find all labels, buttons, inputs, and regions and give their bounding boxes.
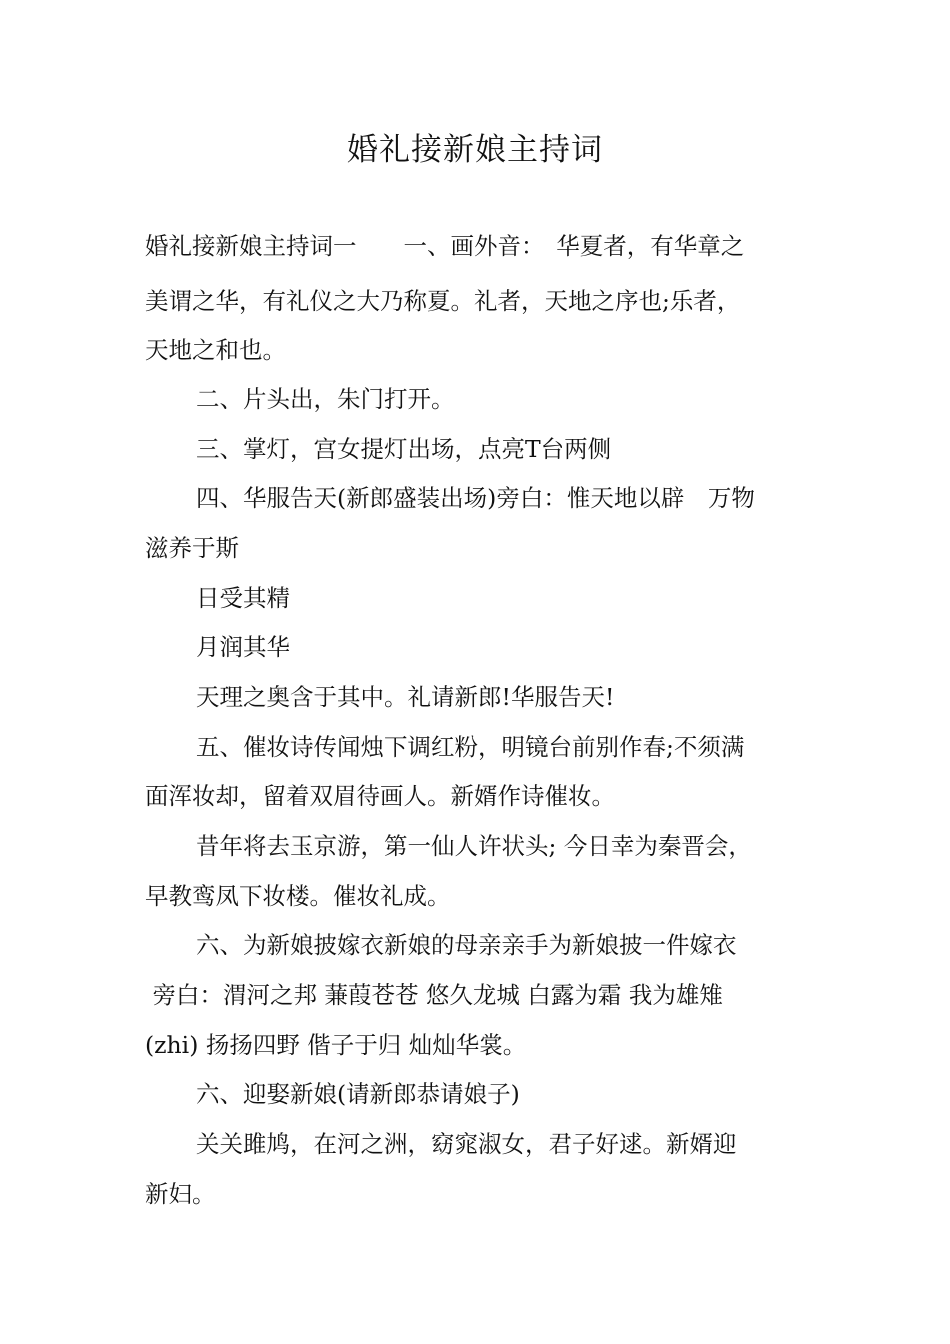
paragraph-line: 二、片头出，朱门打开。 xyxy=(196,385,455,413)
paragraph-line: 六、为新娘披嫁衣新娘的母亲亲手为新娘披一件嫁衣 xyxy=(196,931,737,959)
paragraph-line: 五、催妆诗传闻烛下调红粉，明镜台前别作春;不须满 xyxy=(196,733,745,761)
paragraph-line: 滋养于斯 xyxy=(145,534,239,562)
paragraph-line: 美谓之华，有礼仪之大乃称夏。礼者，天地之序也;乐者， xyxy=(145,287,741,315)
paragraph-line: 日受其精 xyxy=(196,584,290,612)
document-title: 婚礼接新娘主持词 xyxy=(347,132,603,168)
paragraph-line: 四、华服告天(新郎盛装出场)旁白：惟天地以辟 万物 xyxy=(196,484,755,512)
paragraph-line: 天理之奥含于其中。礼请新郎!华服告天! xyxy=(196,683,615,711)
paragraph-line: 天地之和也。 xyxy=(145,336,286,364)
paragraph-line: 关关雎鸠，在河之洲，窈窕淑女，君子好逑。新婿迎 xyxy=(196,1130,737,1158)
paragraph-line: 旁白：渭河之邦 蒹葭苍苍 悠久龙城 白露为霜 我为雄雉 xyxy=(145,981,723,1009)
paragraph-line: 六、迎娶新娘(请新郎恭请娘子) xyxy=(196,1080,520,1108)
paragraph-line: 面浑妆却，留着双眉待画人。新婿作诗催妆。 xyxy=(145,782,615,810)
paragraph-line: 新妇。 xyxy=(145,1180,216,1208)
paragraph-line: 三、掌灯，宫女提灯出场，点亮T台两侧 xyxy=(196,435,612,463)
paragraph-line: 昔年将去玉京游，第一仙人许状头; 今日幸为秦晋会， xyxy=(196,832,752,860)
paragraph-line: 早教鸾凤下妆楼。催妆礼成。 xyxy=(145,882,451,910)
paragraph-line: (zhi) 扬扬四野 偕子于归 灿灿华裳。 xyxy=(145,1031,527,1059)
paragraph-line: 月润其华 xyxy=(196,633,290,661)
paragraph-line: 婚礼接新娘主持词一 一、画外音： 华夏者，有华章之 xyxy=(145,232,745,260)
